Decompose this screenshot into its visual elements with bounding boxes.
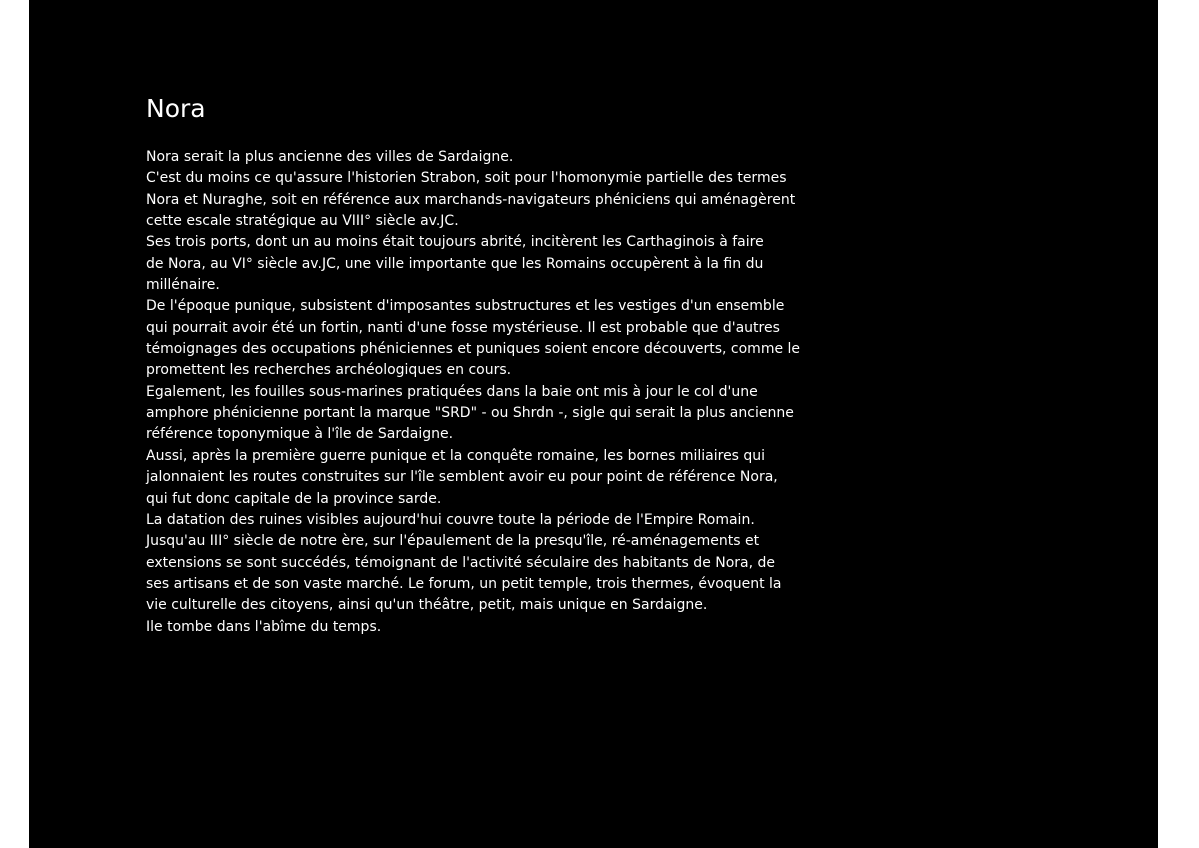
page-title: Nora [146,94,206,123]
text-line: De l'époque punique, subsistent d'imposantes substructures et les vestiges d'un ensemble [146,298,785,315]
text-line: millénaire. [146,277,220,294]
text-line: La datation des ruines visibles aujourd'hui couvre toute la période de l'Empire Romain. [146,511,755,528]
text-line: Egalement, les fouilles sous-marines pratiquées dans la baie ont mis à jour le col d'une [146,383,758,400]
text-line: Ile tombe dans l'abîme du temps. [146,618,382,635]
text-line: de Nora, au VI° siècle av.JC, une ville importante que les Romains occupèrent à la fin du [146,255,764,272]
text-line: cette escale stratégique au VIII° siècle av.JC. [146,213,459,230]
text-line: Nora et Nuraghe, soit en référence aux marchands-navigateurs phéniciens qui aménagèrent [146,191,796,208]
text-line: référence toponymique à l'île de Sardaigne. [146,426,454,443]
body-paragraph [146,147,836,638]
text-line: qui fut donc capitale de la province sarde. [146,490,442,507]
text-line: Jusqu'au III° siècle de notre ère, sur l'épaulement de la presqu'île, ré-aménagements et [146,533,760,550]
text-line: amphore phénicienne portant la marque "SRD" - ou Shrdn -, sigle qui serait la plus ancienne [146,405,794,422]
text-line: témoignages des occupations phéniciennes et puniques soient encore découverts, comme le [146,341,801,358]
text-line: Ses trois ports, dont un au moins était toujours abrité, incitèrent les Carthaginois à faire [146,234,764,251]
text-line: extensions se sont succédés, témoignant de l'activité séculaire des habitants de Nora, de [146,554,776,571]
text-line: Nora serait la plus ancienne des villes de Sardaigne. [146,149,514,165]
text-line: Aussi, après la première guerre punique et la conquête romaine, les bornes miliaires qui [146,447,766,464]
text-line: vie culturelle des citoyens, ainsi qu'un théâtre, petit, mais unique en Sardaigne. [146,597,708,614]
text-line: C'est du moins ce qu'assure l'historien Strabon, soit pour l'homonymie partielle des termes [146,170,787,187]
text-line: jalonnaient les routes construites sur l'île semblent avoir eu pour point de référence Nora, [146,469,778,486]
text-line: qui pourrait avoir été un fortin, nanti d'une fosse mystérieuse. Il est probable que d'autres [146,319,780,336]
text-line: ses artisans et de son vaste marché. Le forum, un petit temple, trois thermes, évoquent la [146,575,782,592]
text-line: promettent les recherches archéologiques en cours. [146,362,512,379]
page-background [29,0,1158,848]
